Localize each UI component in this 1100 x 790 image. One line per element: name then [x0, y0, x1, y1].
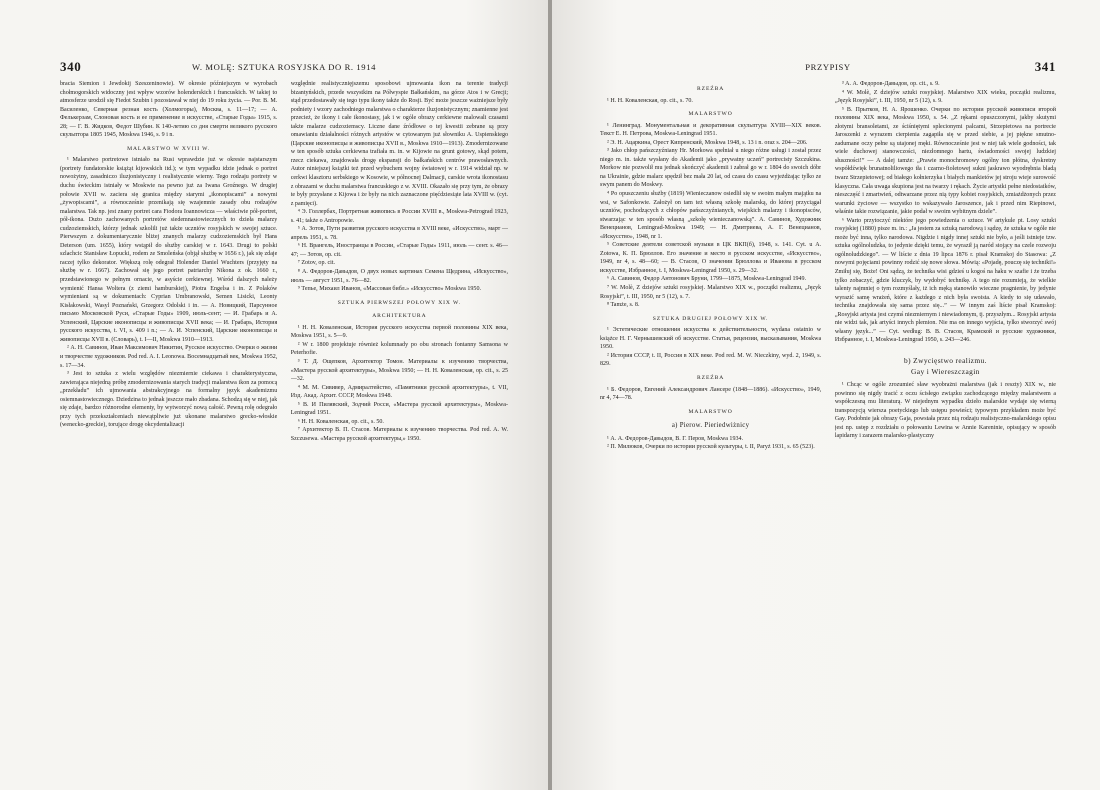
- footnote-paragraph: ⁷ Архитектор В. П. Стасов. Материалы к изучению творчества. Pod red. A. W. Szczusewa. «Мастера русской архитектуры,» 1950.: [290, 427, 508, 442]
- footnote-paragraph: względnie realistycznięjszemu sposobowi ujmowania ikon na terenie tradycji bizantyńskich, przede wszystkim na Półwyspie Bałkańskim, na górze Atos i w Grecji; stąd przedostawały się tego typu ikony także do Rosji. Być może jeszcze ważniejsze były podniety i wzory zachodniego malarstwa o charakterze iluzjonistycznym; znamienne jest przecież, że ikony i całe ikonostasy, jak i w ogóle obrazy cerkiewne malowali czasami także malarze cudzoziemscy. Liczne dane źródłowe o tej kwestii zebrane są przy omawianiu działalności różnych artystów w cytowanym już słowniku A. Uspienskiego (Царские иконописцы и живописцы XVII в., Moskwa 1910—1913). Zmodernizowane w ten sposób sztuka cerkiewna trafiała m. in. w Kijowie na grunt gotowy, skąd potem, rzecz ciekawa, znajdowała drogę ekspansji do bałkańskich centrów prawosławnych. Autor niniejszej książki też przed wybuchem wojny światowej w r. 1914 widział np. w cerkwi klasztoru serbskiego w Kosowie, w północnej Dalmacji, carskie wrota ikonostasu z obrazami w duchu malarstwa francuskiego z w. XVIII. Okazało się przy tym, że obrazy te były przysłane z Kijowa i że były na nich zaznaczone pięćdziesiąte lata XVIII w. (cyt. z pamięci).: [290, 81, 508, 207]
- footnote-paragraph: ⁴ W. Molè, Z dziejów sztuki rosyjskiej. Malarstwo XIX wieku, początki realizmu, „Język Rosyjski”, t. III, 1950, nr 5 (12), s. 9.: [834, 89, 1056, 105]
- footnote-paragraph: ² Э. Н. Ацаркина, Орест Кипренский, Moskwa 1948, s. 13 i n. oraz s. 204—206.: [607, 139, 808, 146]
- text-columns: [600, 80, 1056, 744]
- section-heading: RZEŹBA: [697, 86, 725, 92]
- section-heading: MALARSTWO W XVIII W.: [127, 145, 211, 152]
- left-column: [600, 80, 821, 744]
- footnote-paragraph: ¹ Эстетические отношения искусства к действительности, wydana ostatnio w książce Н. Г. Чернышевский об искусстве. Статьи, рецензии, высказывания, Moskwa 1950.: [600, 327, 822, 351]
- footnote-paragraph: ¹ Б. Федоров, Евгений Александрович Лансере (1848—1886). «Искусство», 1949, nr 4, 74—78.: [600, 386, 822, 402]
- footnote-paragraph: ² А. Н. Савинов, Иван Максимович Никитин, Русское искусство. Очерки о жизни и творчестве художников. Pod red. A. I. Leonowa. Восемнадцатый век, Moskwa 1952, s. 17—34.: [60, 345, 278, 369]
- page-number: 340: [60, 59, 82, 74]
- section-heading: RZEŹBA: [697, 374, 725, 381]
- text-columns: [60, 80, 508, 744]
- footnote-paragraph: ⁶ Warto przytoczyć niektóre jego powiedzenia o sztuce. W artykule pt. Losy sztuki rosyjskiej (1880) pisze m. in.: „Ja jestem za sztuką narodową i sądzę, że sztuka w ogóle nie może być inna, tylko narodowa. Nigdzie i nigdy innej sztuki nie było, a jeśli istnieje tzw. sztuka ogólnoludzka, to jedynie dzięki temu, że wyraził ją naród stojący na czele rozwoju ogólnoludzkiego”. — W liście z dnia 19 lipca 1876 r. pisał Kramskoj do Stasowa: „Z nowymi pojęciami powinny rodzić się nowe słowa. Mówią: «Pojadę, pouczę się techniki!» Zmiłuj się, Boże! Oni sądzą, że technika wisi gdzieś u kogoś na haku w szafie i że trzeba tylko zobaczyć, gdzie kluczyk, by wydobyć technikę. A tego nie rozumieją, że wielkie talenty najmniej o tym rozmyślały, iż ich męką stanowiło wieczne pragnienie, by jedynie wyrazić samę wrażeń, które z każdego z nich była swoista. A kiedy to się udawało, technika znajdowała się sama przez się...” — W innym zaś liście pisał Kramskoj: „Rosyjski artysta jest czymś niezmiernym i niewiadomym, tj. przyszłym... Rosyjski artysta nie widzi tak, jak artyści innych plemion. Nie ma on innego wyjścia, tylko stworzyć swój własny język...” — Cyt. według: В. В. Стасов, Крамской и русские художники, Избранное, t. I, Moskwa-Leningrad 1950, s. 243—246.: [834, 217, 1056, 344]
- footnote-paragraph: ⁴ Э. Голлербах, Портретная живопись в России XVIII в., Moskwa-Petrograd 1923, s. 41; także o Antropowie.: [290, 209, 508, 224]
- footnote-paragraph: ⁴ М. М. Сививер, Адмиралтейство, «Памятники русской архитектуры», t. VII, Изд. Акад. Архит. СССР, Moskwa 1948.: [290, 384, 508, 400]
- page-number: 341: [1034, 59, 1056, 74]
- footnote-paragraph: ⁶ А. Савинов, Федор Антонович Бруни, 1799—1875, Moskwa-Leningrad 1949.: [607, 276, 807, 283]
- section-heading: ARCHITEKTURA: [372, 313, 427, 320]
- section-heading: MALARSTWO: [688, 408, 733, 415]
- footnote-paragraph: ⁹ Тепье, Михаил Иванов, «Массовая библ.» «Искусство» Moskwa 1950.: [297, 286, 481, 293]
- footnote-paragraph: ¹ Н. Н. Коваленская, op. cit., s. 70.: [607, 97, 693, 104]
- footnote-paragraph: ³ Jest to sztuka z wielu względów niezmiernie ciekawa i charakterystyczna, zawierająca niejedną próbę zmodernizowania starych tradycji malarstwa ikon za pomocą „przekładu” ich ujmowania abstrakcyjnego na formalny język akademizmu osiemnastowiecznego. Dziedzina to jednak jeszcze mało zbadana. Schodzą się w niej, jak się zdaje, bardzo różnorodne elementy, by wytworzyć nową całość. Pewną rolę odegrało przy tych przekształceniach niewątpliwie już ukonane malarstwo grecko-włoskie (wenecko-greckie), torujące drogę okcydentalizacji: [60, 371, 278, 429]
- running-title: W. MOLĘ: SZTUKA ROSYJSKA DO R. 1914: [192, 62, 376, 72]
- section-heading: Gay i Wiereszczagin: [911, 366, 980, 376]
- section-heading: SZTUKA PIERWSZEJ POŁOWY XIX W.: [337, 299, 462, 306]
- footnote-paragraph: ¹ Malarstwo portretowe istniało na Rusi wprawdzie już w okresie najstarszym (portrety fundatorskie książąt kijowskich itd.); w tym wypadku idzie jednak o portret nowożytny, zasadniczo iluzjonistyczny i realistycznie wierny. Tego rodzaju portrety w duchu świeckim istniały w Moskwie na pewno już za Iwana Groźnego. W drugiej połowie XVII w. zaciera się granica między starymi „ikonopiscami” a nowymi „żywopiscami”, a równocześnie przenikają się wzajemnie zasady obu rodzajów malarstwa. Tak np. jest znany portret cara Fiodora Ioannowicza — właściwie pół-portret, pół-ikona. Dużo zachowanych portretów siedemnastowiecznych to dzieła malarzy cudzoziemskich, którzy jednak szkolili już także uczniów rosyjskich w swojej sztuce. Pierwszym z dokumentarycznie bliżej znanych malarzy cudzoziemskich był Hans Deterson (um. 1655), który wstąpił do służby carskiej w r. 1643. Drugi to polski szlachcic Stanisław Łopucki, rodem ze Smoleńska (objął służbę w 1656 r.), jak się zdaje raczej tylko dekorator. Większą rolę odegrał Holender Daniel Wuchters (przyjęty na służbę w r. 1667). Zachował się jego portret patriarchy Nikona z ok. 1660 r., przedstawionego w pełnym ornacie, w asyście cerkiewnej. Wśród dalszych należy wymienić Hansa Woltera (z ziemi hamburskiej), Piotra Engelsa i in. Z Polaków wymieniani są w dokumentach: Cyprian Umbranowski, Semen Lisicki, Leonty Kisłakowski, Wasyl Poznański, Grzegorz Odolski i in. — А. Новицкий, Парсунное письмо Московской Руси, «Старые Годы» 1909, июль-сент; — И. Грабарь и А. Успенский, Царские иконописцы и живописцы XVII века; — И. Грабарь, История русского искусства, t. VI, s. 409 i n.; — А. И. Успенский, Царские иконописцы и живописцы XVII в. (Словарь), t. I—II, Moskwa 1910—1913.: [60, 157, 278, 343]
- footnote-paragraph: bracia Siemion i Jewdokij Szeszeninowie). W okresie późniejszym w wyrobach chołmogorskich widoczny jest wpływ wzorów holenderskich i francuskich. W takiej to atmosferze urodził się Fiedot Szubin i pozostawał w niej do 19 roku życia. — Por. B. M. Василенко, Северная резная кость (Холмогоры), Москва, s. 11—17; — А. Фелькерзам, Слоновая кость и ее применение в искусстве, «Старые Годы» 1915, s. 28; — Г. В. Жидков, Федот Шубин. К 140-летию со дня смерти великого русского скульптора 1805 1945, Moskwa 1946, s. 9 i n.: [60, 81, 278, 139]
- footnote-paragraph: ⁸ А. Федоров-Давыдов, О двух новых картинах Семена Щедрина, «Искусство», июль — август 1951, s. 76—82.: [290, 269, 508, 284]
- footnote-paragraph: ⁵ А. Зотов, Пути развития русского искусства в XVIII веке, «Искусство», март — апрель 1951, s. 78.: [290, 226, 508, 241]
- left-page: [0, 0, 548, 790]
- right-page: [552, 0, 1100, 790]
- footnote-paragraph: ⁷ Zotov, op. cit.: [297, 260, 336, 267]
- footnote-paragraph: ¹ А. А. Федоров-Давыдов, В. Г. Перов, Moskwa 1934.: [607, 435, 744, 442]
- footnote-paragraph: ⁵ Советские деятели советской музыки в ЦК ВКП(б), 1948, s. 141. Cyt. u A. Zotowa, К. П. Брюллов. Его значение и место в русском искусстве, «Искусство», 1949, nr 4, s. 48—60; — В. Стасов, О значении Брюллова и Иванова в русском искусстве, Избранное, t. I, Moskwa-Leningrad 1950, s. 29—32.: [600, 242, 822, 274]
- footnote-paragraph: ² П. Милюков, Очерки по истории русской культуры, t. II, Paryż 1931, s. 65 (523).: [607, 444, 815, 451]
- footnote-paragraph: ³ Jako chłop pańszczyźniany Hr. Morkowa spełniał u niego różne usługi i został przez niego m. in. także wysłany do Akademii jako „prywatny uczeń” portrecisty Szczukina. Morkow nie pozwolił mu jednak skończyć akademii i zabrał go w r. 1804 do swoich dóbr na Ukrainie, gdzie malarz spędził bez mała 20 lat, od czasu do czasu wyjeżdżając tylko ze swym panem do Moskwy.: [600, 148, 822, 189]
- section-heading: SZTUKA DRUGIEJ POŁOWY XIX W.: [652, 315, 769, 322]
- footnote-paragraph: ⁵ В. Прытков, Н. А. Ярошенко. Очерки по истории русской живописи второй половины XIX века, Moskwa 1950, s. 54. „Z rękami opuszczonymi, jakby skutymi złotymi bransoletami, ze ściśniętymi splecionymi palcami, Strzepietowa na portrecie Jaroszenki z wyrazem cierpienia zagapiła się w przed siebie, a jej piękne smutno-zadumane oczy pełne są utajonej męki. Równocześnie jest w niej tak wiele godności, tak wiele duchowej stanowczości, niezłomnego hartu, świadomości swojej ludzkiej słuszności!” — A dalej tamże: „Prawie monochromowy ogólny ton płótna, dyskretny współdźwięk brunatnoliliowego tła i czarno-fioletowej sukni jaskrawo wyodrębnia bladą twarz Strzepietowej; od białego kołnierzyka i białych mankietów jej stroju wieje surowość klasyczna. Cała uwaga skupiona jest na twarzy i rękach. Życie artystki pełne niedostatków, nieszczęść i zmartwień, odtwarzane przez nią typy kobiet rosyjskich, zmiażdżonych przez warunki życiowe — wszystko to wskazywało Jaroszence, jak i przed nim Riepinowi, właśnie takie rozwiązanie, jakie podał w swoim wybitnym dziele”.: [834, 106, 1056, 216]
- running-title: PRZYPISY: [805, 62, 851, 72]
- running-head: [60, 59, 508, 78]
- footnote-paragraph: ² W r. 1800 projektuje również kolumnady po obu stronach fontanny Samsona w Peterhofie.: [290, 341, 508, 357]
- section-heading: MALARSTWO: [688, 111, 733, 118]
- footnote-paragraph: ⁷ W. Molè, Z dziejów sztuki rosyjskiej. Malarstwo XIX w., początki realizmu, „Język Rosyjski”, t. III, 1950, nr 5 (12), s. 7.: [600, 285, 822, 300]
- footnote-paragraph: ¹ Н. Н. Коваленская, История русского искусства первой половины XIX века, Moskwa 1951, s. 5—9.: [290, 324, 508, 340]
- footnote-paragraph: ² История СССР, t. II, Россия в XIX веке. Pod red. M. W. Nieczkiny, wyd. 2, 1949, s. 829.: [600, 352, 822, 368]
- right-column: [291, 80, 508, 744]
- footnote-paragraph: ¹ Chcąc w ogóle zrozumieć sław wyobrażni malarstwa (jak i reszty) XIX w., nie powinno się nigdy tracić z oczu ścisłego związku zachodzącego między malarstwem a współczesną mu literaturą. W niejednym wypadku dzieło malarskie wydaje się wierną transpozycją wiersza poetyckiego lub ustępu powieści; typowym przykładem może być Gay. Podobnie jak obrazy Gaja, powstała przez nią rodzaju realistyczno-malarskiego opisu jest np. ustęp z rozdziału o połowaniu Lewina w Annie Kareninie, opisujący w sposób lapidarny i zarazem malarsko-plastyczny: [834, 382, 1056, 440]
- footnote-paragraph: ³ Т. Д. Ощепков, Архитектор Томон. Материалы к изучению творчества, «Мастера русской архитектуры», Moskwa 1950; — Н. Н. Коваленская, op. cit., s. 25—32.: [290, 358, 508, 383]
- footnote-paragraph: ⁶ Н. Н. Коваленская, op. cit., s. 50.: [297, 418, 384, 425]
- section-heading: b) Zwycięstwo realizmu.: [903, 355, 987, 365]
- running-head: [600, 59, 1056, 78]
- footnote-paragraph: ⁵ В. И Пилявский, Зодчий Росси, «Мастера русской архитектуры», Moskwa-Leningrad 1951.: [290, 401, 508, 417]
- footnote-paragraph: ¹ Ленинград. Монументальная и декоративная скульптура XVIII—XIX веков. Текст Е. Н. Петрова, Moskwa-Leningrad 1951.: [600, 122, 822, 138]
- footnote-paragraph: ⁶ Н. Врангель, Иностранцы в России, «Старые Годы» 1911, июль — сент. s. 46—47; — Зотов, op. cit.: [290, 243, 508, 258]
- left-column: [60, 80, 277, 744]
- footnote-paragraph: ⁴ Po opuszczeniu służby (1819) Wienieczanow osiedlił się w swoim małym majątku na wsi, w Safonkowie. Założył on tam też własną szkołę malarską, do której przyciągał uczniów, pochodzących z chłopów pańszczyźnianych, wiejskich malarzy i ikonopisców, stwarzając w ten sposób własną „szkołę wienieczanowską”. А. Савинов, Художник Венецианов, Leningrad-Moskwa 1949; — Н. Дмитриева, А. Г. Венецианов, «Искусство», 1948, nr 1.: [600, 191, 822, 240]
- right-column: [835, 80, 1056, 744]
- section-heading: a) Pierow. Pieriedwiżnicy: [671, 422, 750, 430]
- footnote-paragraph: ⁸ Tamże, s. 8.: [607, 302, 640, 309]
- footnote-paragraph: ³ А. А. Федоров-Давыдов, op. cit., s. 9.: [841, 81, 940, 87]
- spacer: [835, 345, 1056, 350]
